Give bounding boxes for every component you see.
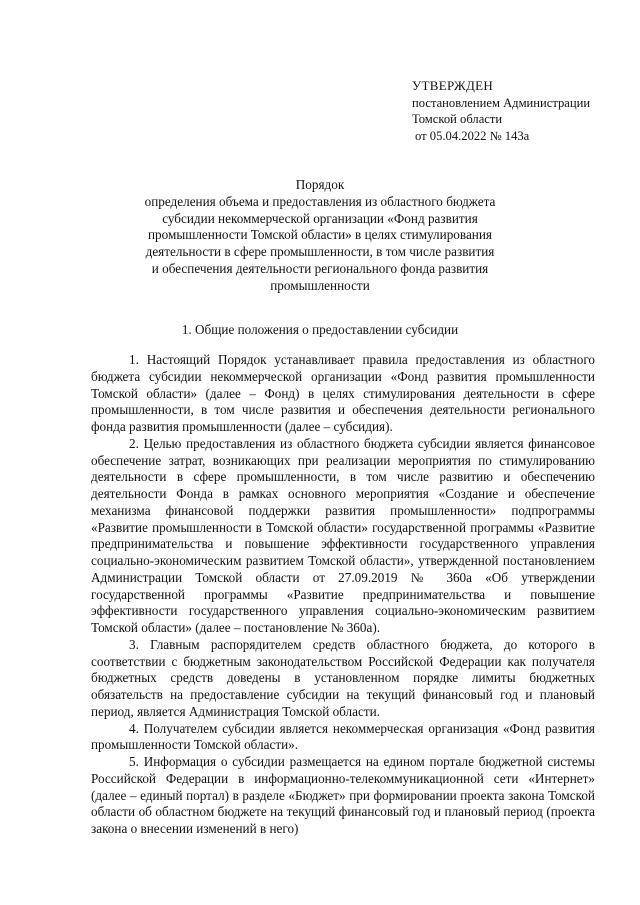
title-line: и обеспечения деятельности регионального фонда развития: [151, 260, 489, 276]
title-line: промышленности Томской области» в целях стимулирования: [148, 227, 492, 243]
paragraph-1: 1. Настоящий Порядок устанавливает правила предоставления из областного бюджета субсидии некоммерческой организации «Фонд развития промышленности Томской области» (далее – Фонд) в целях стимулирования деятельности в сфере промышленности, в том числе развития и обеспечения деятельности регионального фонда развития промышленности (далее – субсидия).: [91, 352, 595, 434]
title-line: определения объема и предоставления из областного бюджета: [144, 193, 496, 209]
approval-word: УТВЕРЖДЕН: [412, 78, 494, 93]
title-line: субсидии некоммерческой организации «Фонд развития: [162, 210, 478, 226]
approval-stamp: [412, 78, 627, 144]
paragraph-4: 4. Получателем субсидии является некоммерческая организация «Фонд развития промышленности Томской области».: [91, 720, 595, 753]
paragraph-2: 2. Целью предоставления из областного бюджета субсидии является финансовое обеспечение затрат, возникающих при реализации мероприятия по стимулированию деятельности в сфере промышленности, в том числе развитию и обеспечению деятельности Фонда в рамках основного мероприятия «Создание и обеспечение механизма финансовой поддержки развития промышленности» подпрограммы «Развитие промышленности в Томской области» государственной программы «Развитие предпринимательства и повышение эффективности государственного управления социально-экономическим развитием Томской области», утвержденной постановлением Администрации Томской области от 27.09.2019 № 360а «Об утверждении государственной программы «Развитие предпринимательства и повышение эффективности государственного управления социально-экономическим развитием Томской области» (далее – постановление № 360а).: [91, 435, 595, 635]
approval-line-2: Томской области: [412, 112, 503, 126]
document-body: [91, 352, 595, 838]
approval-date-line: от 05.04.2022 № 143а: [415, 128, 530, 143]
paragraph-5: 5. Информация о субсидии размещается на едином портале бюджетной системы Российской Федерации в информационно-телекоммуникационной сети «Интернет» (далее – единый портал) в разделе «Бюджет» при формировании проекта закона Томской области об областном бюджете на текущий финансовый год и плановый период (проекта закона о внесении изменений в него): [91, 754, 595, 836]
title-line: промышленности: [270, 277, 370, 293]
title-line: деятельности в сфере промышленности, в том числе развития: [145, 244, 495, 260]
section-heading: 1. Общие положения о предоставлении субсидии: [181, 322, 459, 337]
paragraph-3: 3. Главным распорядителем средств областного бюджета, до которого в соответствии с бюджетным законодательством Российской Федерации как получателя бюджетных средств доведены в установленном порядке лимиты бюджетных обязательств на предоставление субсидии на текущий финансовый год и плановый период, является Администрация Томской области.: [91, 636, 595, 719]
document-title: [118, 177, 522, 295]
title-line: Порядок: [295, 177, 345, 192]
approval-line-1: постановлением Администрации: [412, 95, 591, 110]
